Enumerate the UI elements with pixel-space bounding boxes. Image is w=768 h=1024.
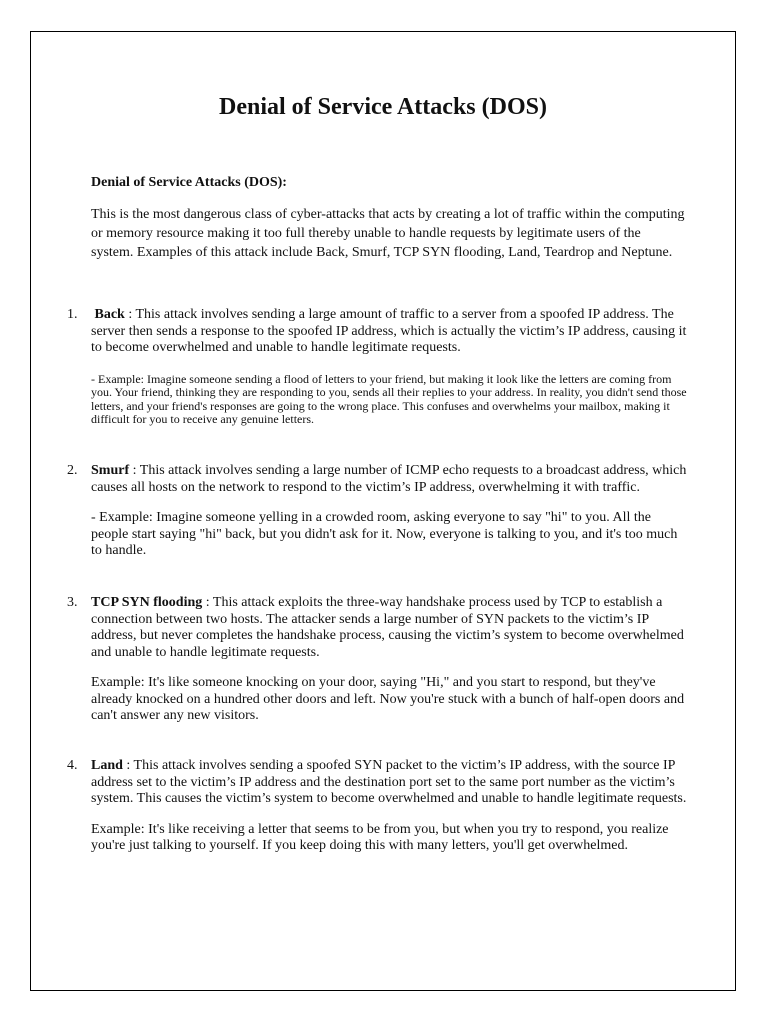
attack-item-land — [67, 758, 687, 855]
attack-description — [91, 595, 687, 661]
attack-description-text: : This attack exploits the three-way handshake process used by TCP to establish a connection between two hosts. The attacker sends a large number of SYN packets to the victim’s IP address, but never completes the handshake process, causing the victim’s system to become overwhelmed and unable to handle legitimate requests. — [91, 595, 684, 660]
list-number: 1. — [67, 307, 78, 322]
attack-example: - Example: Imagine someone yelling in a crowded room, asking everyone to say "hi" to you. All the people start saying "hi" back, but you didn't ask for it. Now, everyone is talking to you, and it's too much to handle. — [91, 510, 678, 558]
attack-description — [91, 463, 687, 496]
attack-name: Land — [91, 758, 123, 773]
attack-description — [91, 307, 687, 357]
attack-description-text: : This attack involves sending a spoofed SYN packet to the victim’s IP address, with the source IP address set to the victim’s IP address and the destination port set to the same port number as the victim’s system. This causes the victim’s system to become overwhelmed and unable to handle legitimate requests. — [91, 758, 687, 806]
attack-example: Example: It's like receiving a letter that seems to be from you, but when you try to respond, you realize you're just talking to yourself. If you keep doing this with many letters, you'll get overwhelmed. — [91, 821, 669, 853]
attack-item-back — [67, 307, 687, 427]
attack-description — [91, 758, 687, 808]
document-page — [30, 31, 736, 991]
attack-name: TCP SYN flooding — [91, 595, 203, 610]
attack-example: Example: It's like someone knocking on your door, saying "Hi," and you start to respond, but they've already knocked on a hundred other doors and left. Now you're stuck with a bunch of half-open doors and can't answer any new visitors. — [91, 675, 685, 723]
attack-description-text: : This attack involves sending a large number of ICMP echo requests to a broadcast address, which causes all hosts on the network to respond to the victim’s IP address, overwhelming it with traffic. — [91, 463, 687, 495]
intro-heading: Denial of Service Attacks (DOS): — [91, 175, 287, 190]
intro-paragraph: This is the most dangerous class of cyber-attacks that acts by creating a lot of traffic within the computing or memory resource making it too full thereby unable to handle requests by legitimate users of the system. Examples of this attack include Back, Smurf, TCP SYN flooding, Land, Teardrop and Neptune. — [91, 207, 685, 260]
attack-example: - Example: Imagine someone sending a flood of letters to your friend, but making it look like the letters are coming from you. Your friend, thinking they are responding to you, sends all their replies to your address. In reality, you didn't send those letters, and your friend's responses are going to the wrong place. This confuses and overwhelms your mailbox, making it difficult for you to receive any genuine letters. — [91, 371, 687, 426]
attack-name: Smurf — [91, 463, 130, 478]
list-number: 2. — [67, 463, 78, 478]
list-number: 3. — [67, 595, 78, 610]
attack-item-smurf — [67, 463, 687, 560]
attack-name: Back — [94, 307, 125, 322]
attack-item-tcp-syn-flooding — [67, 595, 687, 725]
page-title: Denial of Service Attacks (DOS) — [219, 94, 547, 120]
attack-description-text: : This attack involves sending a large amount of traffic to a server from a spoofed IP address. The server then sends a response to the spoofed IP address, which is actually the victim’s IP address, causing it to become overwhelmed and unable to handle legitimate requests. — [91, 307, 687, 355]
list-number: 4. — [67, 758, 78, 773]
